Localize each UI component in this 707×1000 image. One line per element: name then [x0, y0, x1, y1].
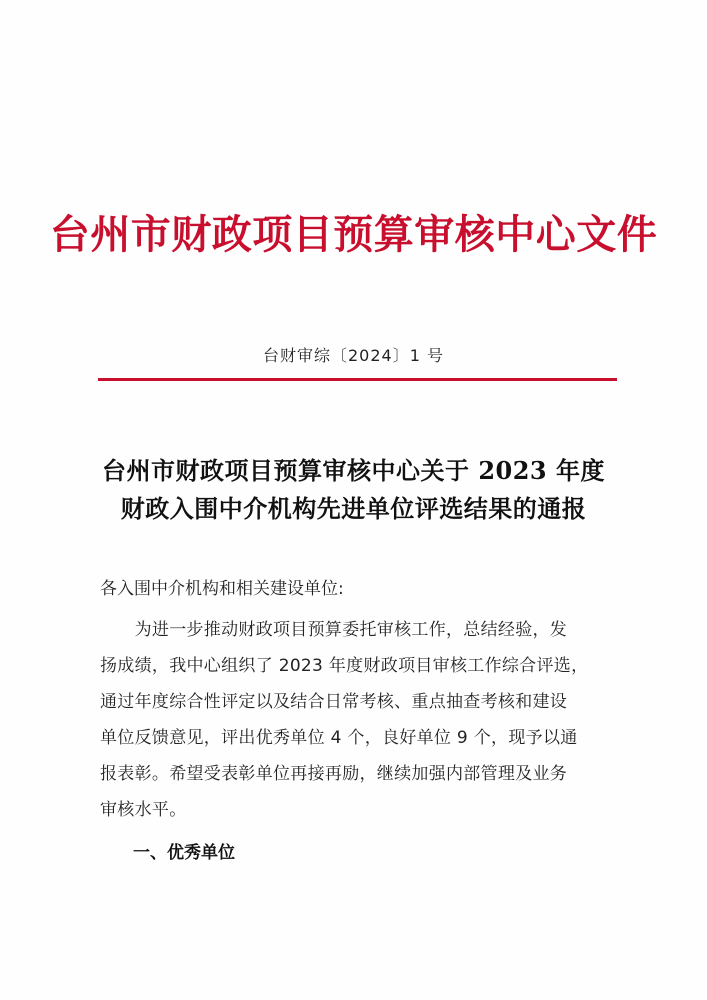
red-divider-rule [98, 378, 617, 381]
body-line: 报表彰。希望受表彰单位再接再励，继续加强内部管理及业务 [100, 764, 568, 784]
body-line: 为进一步推动财政项目预算委托审核工作，总结经验，发 [100, 620, 568, 640]
document-title-line-1: 台州市财政项目预算审核中心关于 2023 年度 [101, 456, 605, 485]
document-title-line-2: 财政入围中介机构先进单位评选结果的通报 [120, 494, 587, 523]
body-line: 扬成绩，我中心组织了 2023 年度财政项目审核工作综合评选， [100, 656, 589, 676]
body-line: 单位反馈意见，评出优秀单位 4 个，良好单位 9 个，现予以通 [100, 728, 578, 748]
salutation: 各入围中介机构和相关建设单位: [100, 579, 344, 599]
org-header-title: 台州市财政项目预算审核中心文件 [49, 211, 658, 258]
document-title [0, 452, 707, 528]
section-heading: 一、优秀单位 [133, 843, 235, 863]
body-paragraph [100, 612, 616, 828]
body-line: 审核水平。 [100, 800, 187, 820]
body-line: 通过年度综合性评定以及结合日常考核、重点抽查考核和建设 [100, 692, 568, 712]
document-number: 台财审综〔2024〕1 号 [263, 346, 444, 365]
